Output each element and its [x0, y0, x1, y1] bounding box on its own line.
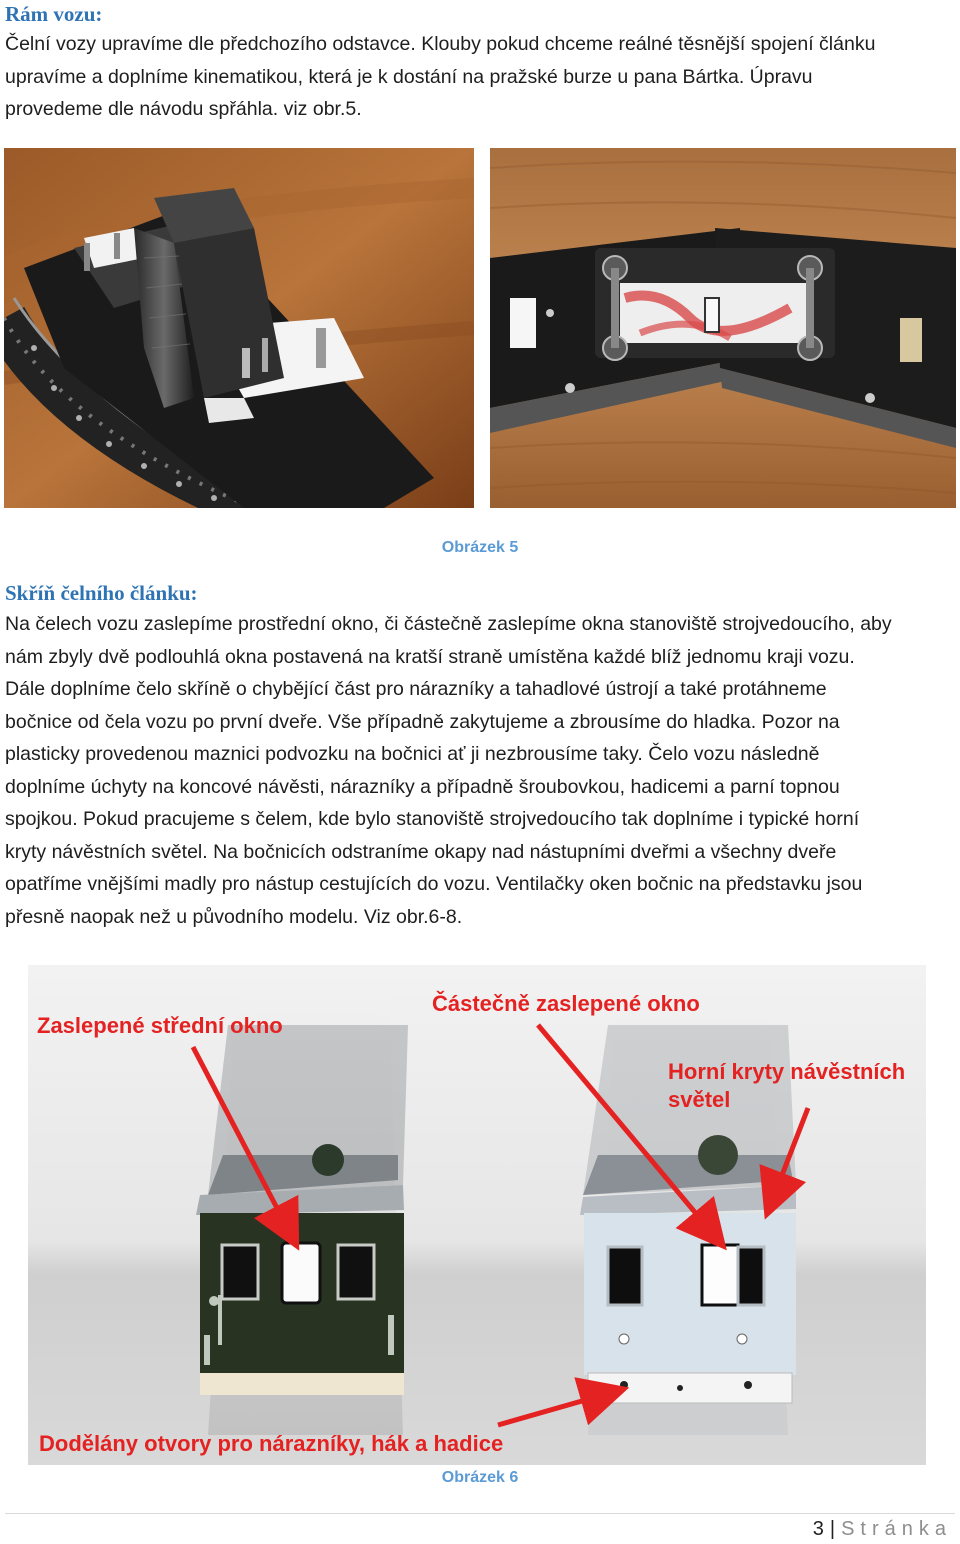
section-paragraph-body [5, 608, 955, 933]
annotation-top-covers-line2: světel [668, 1087, 731, 1112]
text-line: Dále doplníme čelo skříně o chybějící část pro nárazníky a tahadlové ústrojí a také protáhneme [5, 678, 827, 700]
text-line: kryty návěstních světel. Na bočnicích odstraníme okapy nad nástupními dveřmi a všechny dveře [5, 840, 837, 863]
annotation-top-covers-line1: Horní kryty návěstních [668, 1059, 906, 1084]
section-paragraph-frame [5, 28, 955, 126]
annotation-holes: Dodělány otvory pro nárazníky, hák a hadice [39, 1431, 504, 1456]
page-number: 3 [812, 1518, 824, 1540]
text-line: Čelní vozy upravíme dle předchozího odstavce. Klouby pokud chceme reálné těsnější spojení článku [5, 33, 876, 55]
photo-car-fronts-annotated [28, 965, 926, 1465]
text-line: spojkou. Pokud pracujeme s čelem, kde bylo stanoviště strojvedoucího tak doplníme i typické horní [5, 808, 860, 830]
page-word: Stránka [841, 1518, 952, 1540]
footer-separator: | [829, 1518, 836, 1540]
text-line: doplníme úchyty na koncové návěsti, nárazníky a případně šroubovkou, hadicemi a parní topnou [5, 775, 840, 798]
annotation-partly-blanked: Částečně zaslepené okno [432, 991, 700, 1016]
text-line: bočnice od čela vozu po první dveře. Vše případně zakytujeme a zbrousíme do hladka. Pozor na [5, 710, 840, 733]
figure-caption: Obrázek 6 [441, 1469, 519, 1486]
section-heading-frame: Rám vozu: [5, 2, 103, 26]
photo-coupling-closeup [4, 148, 474, 508]
figure-caption: Obrázek 5 [441, 539, 519, 556]
text-line: přesně naopak než u původního modelu. Viz obr.6-8. [5, 905, 463, 928]
text-line: provedeme dle návodu spřáhla. viz obr.5. [5, 98, 362, 120]
section-heading-body: Skříň čelního článku: [5, 581, 198, 605]
footer-divider [5, 1513, 955, 1514]
text-line: plasticky provedenou maznici podvozku na bočnici ať ji nezbrousíme taky. Čelo vozu následně [5, 743, 820, 765]
photo-articulated-joint [490, 148, 956, 508]
annotation-blanked-middle: Zaslepené střední okno [37, 1013, 283, 1038]
page-footer [813, 1518, 952, 1541]
text-line: Na čelech vozu zaslepíme prostřední okno, či částečně zaslepíme okna stanoviště strojvedoucího, aby [5, 613, 892, 635]
text-line: opatříme vnějšími madly pro nástup cestujících do vozu. Ventilačky oken bočnic na představku jsou [5, 873, 863, 895]
text-line: nám zbyly dvě podlouhlá okna postavená na kratší straně umístěna každé blíž jednomu kraji vozu. [5, 645, 855, 668]
text-line: upravíme a doplníme kinematikou, která je k dostání na pražské burze u pana Bártka. Úpravu [5, 65, 813, 88]
